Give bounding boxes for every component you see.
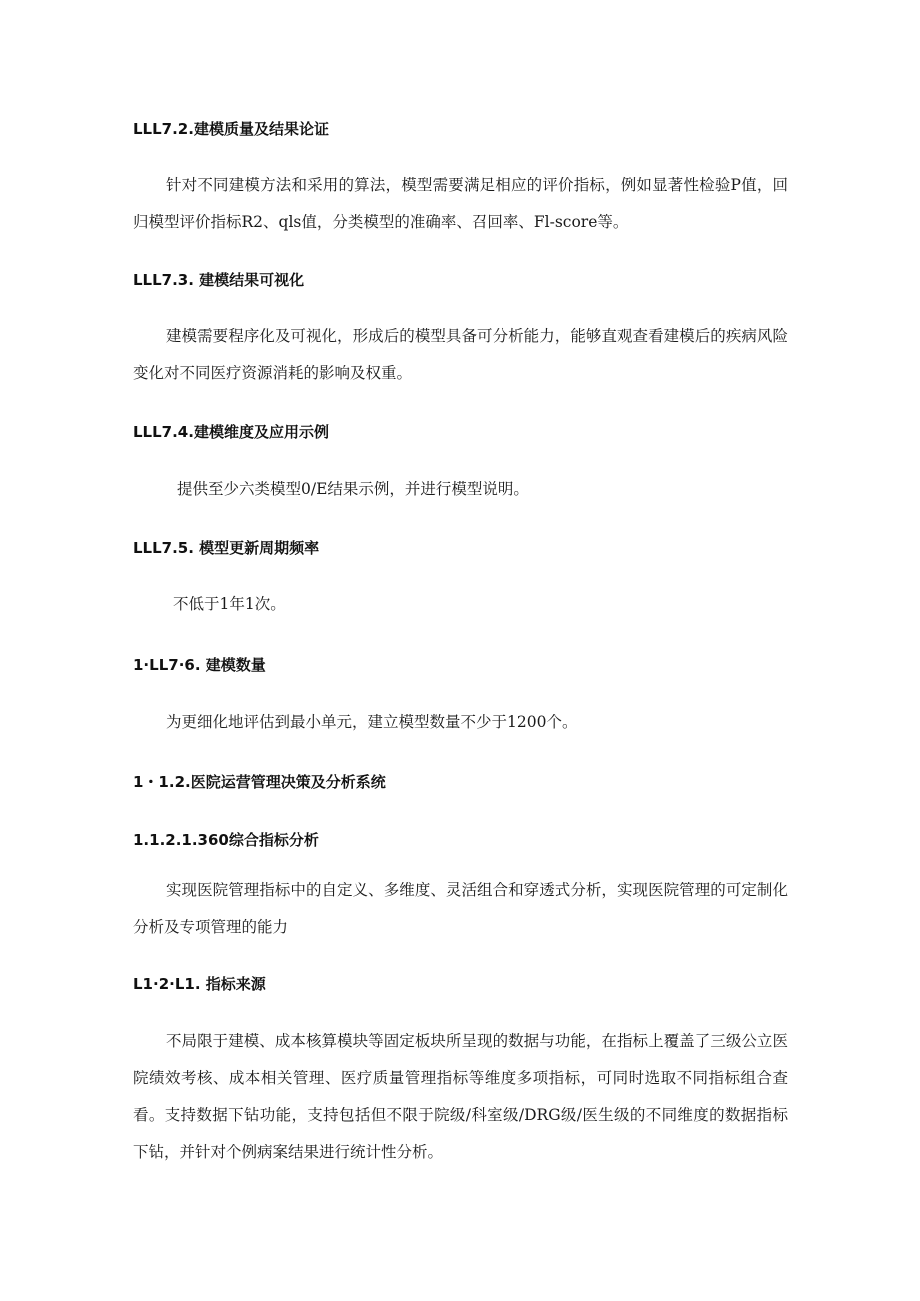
section-body-7-5: 不低于1年1次。 <box>173 595 286 613</box>
section-body-7-6: 为更细化地评估到最小单元，建立模型数量不少于1200个。 <box>166 713 578 731</box>
section-body-7-2: 针对不同建模方法和采用的算法，模型需要满足相应的评价指标，例如显著性检验P值，回归模型评价指标R2、qls值，分类模型的准确率、召回率、Fl-score等。 <box>133 176 788 231</box>
section-heading-1-1-2-1: 1.1.2.1.360综合指标分析 <box>133 831 319 849</box>
section-body-7-3: 建模需要程序化及可视化，形成后的模型具备可分析能力，能够直观查看建模后的疾病风险变化对不同医疗资源消耗的影响及权重。 <box>133 327 788 382</box>
section-heading-1-2: 1・1.2.医院运营管理决策及分析系统 <box>133 773 386 791</box>
section-body-7-4: 提供至少六类模型0/E结果示例，并进行模型说明。 <box>177 480 529 498</box>
section-heading-7-6: 1·LL7·6. 建模数量 <box>133 656 266 674</box>
section-heading-7-2: LLL7.2.建模质量及结果论证 <box>133 120 329 138</box>
section-body-1-1-2-1: 实现医院管理指标中的自定义、多维度、灵活组合和穿透式分析，实现医院管理的可定制化分析及专项管理的能力 <box>133 881 788 936</box>
section-heading-7-4: LLL7.4.建模维度及应用示例 <box>133 423 329 441</box>
section-heading-indicator-source: L1·2·L1. 指标来源 <box>133 975 266 993</box>
section-heading-7-5: LLL7.5. 模型更新周期频率 <box>133 539 320 557</box>
section-heading-7-3: LLL7.3. 建模结果可视化 <box>133 271 305 289</box>
section-body-indicator-source: 不局限于建模、成本核算模块等固定板块所呈现的数据与功能，在指标上覆盖了三级公立医院绩效考核、成本相关管理、医疗质量管理指标等维度多项指标，可同时选取不同指标组合查看。支持数据下钻功能，支持包括但不限于院级/科室级/DRG级/医生级的不同维度的数据指标下钻，并针对个例病案结果进行统计性分析。 <box>133 1032 788 1161</box>
